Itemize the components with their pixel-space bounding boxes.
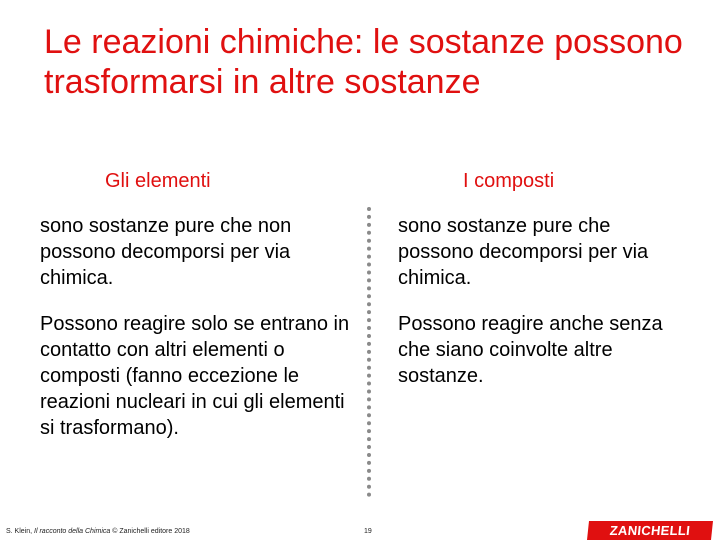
column-divider <box>367 207 371 497</box>
page-number: 19 <box>364 528 372 535</box>
left-column-heading: Gli elementi <box>105 170 211 192</box>
footer-author: S. Klein, <box>6 528 33 535</box>
zanichelli-logo: ZANICHELLI <box>587 521 713 540</box>
right-paragraph-1: sono sostanze pure che possono decomporsi per via chimica. <box>398 215 649 289</box>
left-paragraph-1: sono sostanze pure che non possono decomporsi per via chimica. <box>40 215 292 289</box>
right-column <box>398 213 688 409</box>
footer-credit <box>6 528 190 535</box>
right-paragraph-2: Possono reagire anche senza che siano coinvolte altre sostanze. <box>398 313 663 387</box>
right-column-heading: I composti <box>463 170 555 192</box>
slide-title: Le reazioni chimiche: le sostanze possono trasformarsi in altre sostanze <box>44 23 683 101</box>
footer-publisher: © Zanichelli editore 2018 <box>112 528 190 535</box>
left-column <box>40 213 358 461</box>
left-paragraph-2: Possono reagire solo se entrano in contatto con altri elementi o composti (fanno eccezione le reazioni nucleari in cui gli elementi si trasformano). <box>40 313 350 439</box>
footer-book-title: Il racconto della Chimica <box>34 528 111 535</box>
